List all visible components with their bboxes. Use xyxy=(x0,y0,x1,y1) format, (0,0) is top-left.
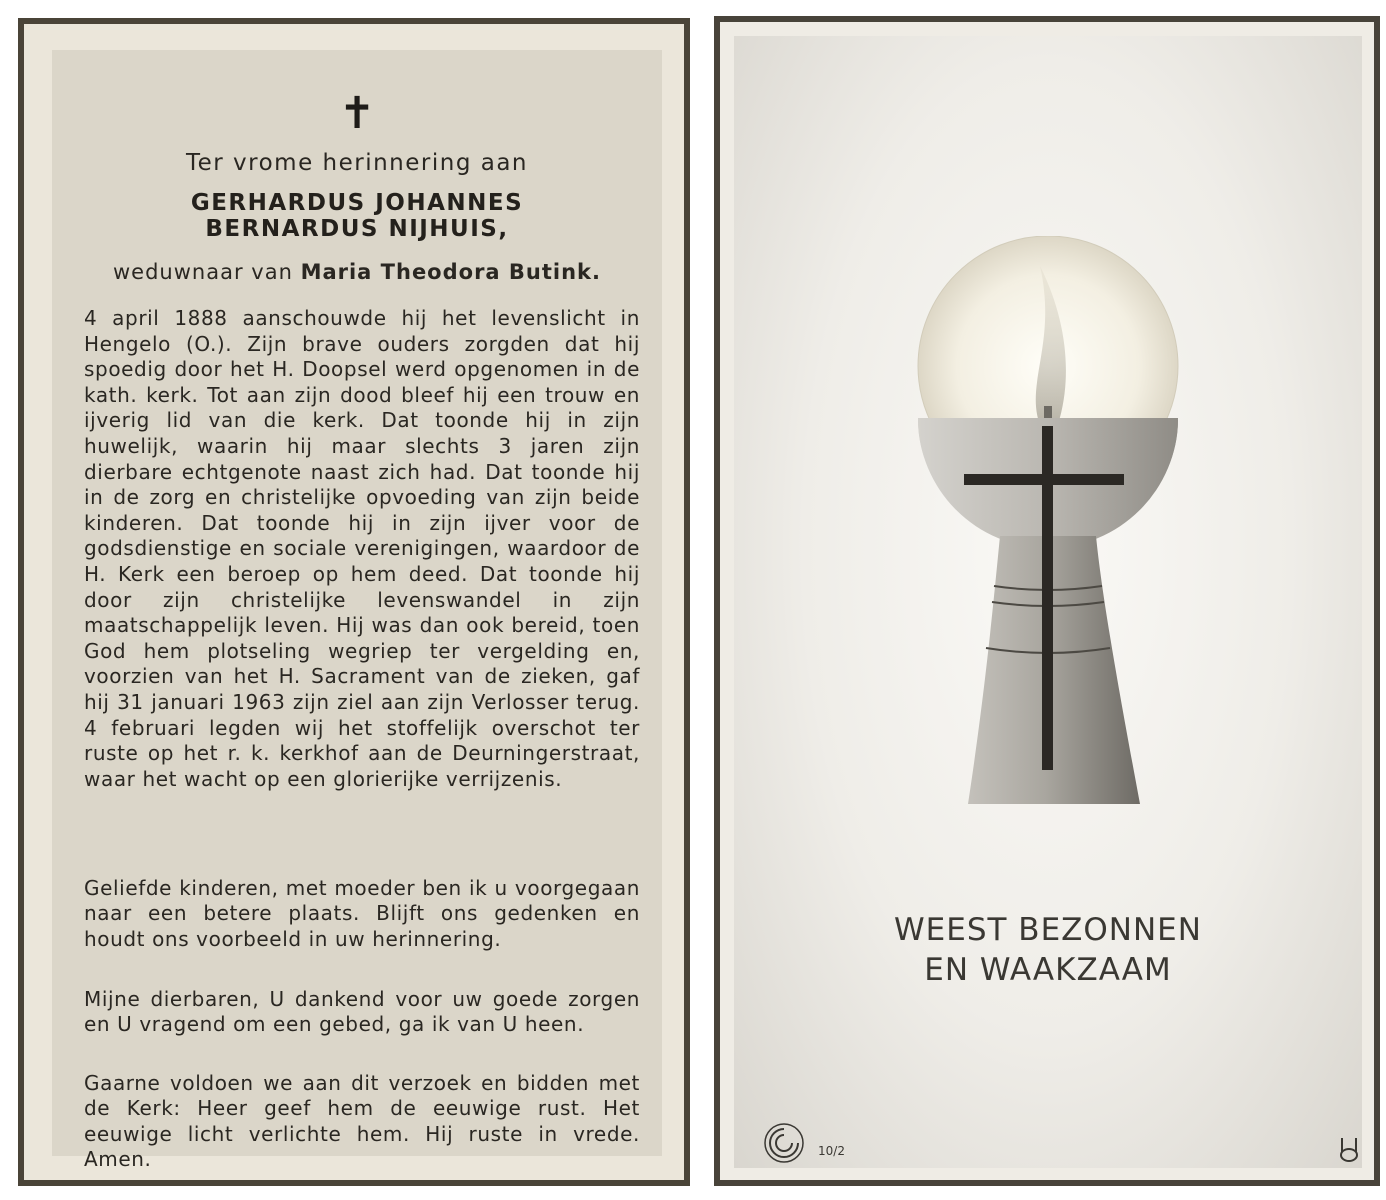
cross-horizontal xyxy=(964,474,1124,485)
print-code: 10/2 xyxy=(818,1144,845,1158)
memorial-intro: Ter vrome herinnering aan xyxy=(185,150,529,176)
card-paper xyxy=(734,36,1362,1168)
chalice-stem xyxy=(968,536,1140,804)
cross-icon: ✝ xyxy=(338,88,376,139)
card-border xyxy=(24,24,684,1180)
motto xyxy=(734,910,1362,990)
biography-paragraph: 4 april 1888 aanschouwde hij het levenslicht in Hengelo (O.). Zijn brave ouders zorgden dat hij spoedig door het H. Doopsel werd opgenomen in de kath. kerk. Tot aan zijn dood bleef hij een trouw en ijverig lid van die kerk. Dat toonde hij in zijn huwelijk, waarin hij maar slechts 3 jaren zijn dierbare echtgenote naast zich had. Dat toonde hij in de zorg en christelijke opvoeding van zijn beide kinderen. Dat toonde hij in zijn ijver voor de godsdienstige en sociale verenigingen, waardoor de H. Kerk een beroep op hem deed. Dat toonde hij door zijn christelijke levenswandel in zijn maatschappelijk leven. Hij was dan ook bereid, toen God hem plotseling wegriep ter vergelding en, voorzien van het H. Sacrament van de zieken, gaf hij 31 januari 1963 zijn ziel aan zijn Verlosser terug. 4 februari legden wij het stoffelijk overschot ter ruste op het r. k. kerkhof aan de Deurningerstraat, waar het wacht op een glorierijke verrijzenis. xyxy=(84,306,640,791)
motto-line1: WEEST BEZONNEN xyxy=(894,912,1202,948)
memorial-image-card xyxy=(714,16,1380,1186)
publisher-logo-icon xyxy=(762,1121,806,1165)
farewell-paragraph: Mijne dierbaren, U dankend voor uw goede zorgen en U vragend om een gebed, ga ik van U heen. xyxy=(84,987,640,1037)
spouse-name: Maria Theodora Butink. xyxy=(300,260,601,284)
chalice-illustration xyxy=(890,236,1210,816)
widower-prefix: weduwnaar van xyxy=(113,260,301,284)
message-to-children-paragraph: Geliefde kinderen, met moeder ben ik u voorgegaan naar een betere plaats. Blijft ons gedenken en houdt ons voorbeeld in uw herinnering. xyxy=(84,876,640,951)
deceased-name-line1: GERHARDUS JOHANNES xyxy=(190,190,524,216)
artist-monogram-icon xyxy=(1338,1134,1360,1164)
card-border xyxy=(720,22,1374,1180)
deceased-name xyxy=(52,190,662,242)
widower-line xyxy=(52,260,662,284)
prayer-paragraph: Gaarne voldoen we aan dit verzoek en bidden met de Kerk: Heer geef hem de eeuwige rust. Het eeuwige licht verlichte hem. Hij ruste in vrede. Amen. xyxy=(84,1071,640,1171)
card-paper xyxy=(52,50,662,1171)
memorial-text-card xyxy=(18,18,690,1186)
deceased-name-line2: BERNARDUS NIJHUIS, xyxy=(205,216,509,242)
motto-line2: EN WAAKZAAM xyxy=(924,952,1172,988)
